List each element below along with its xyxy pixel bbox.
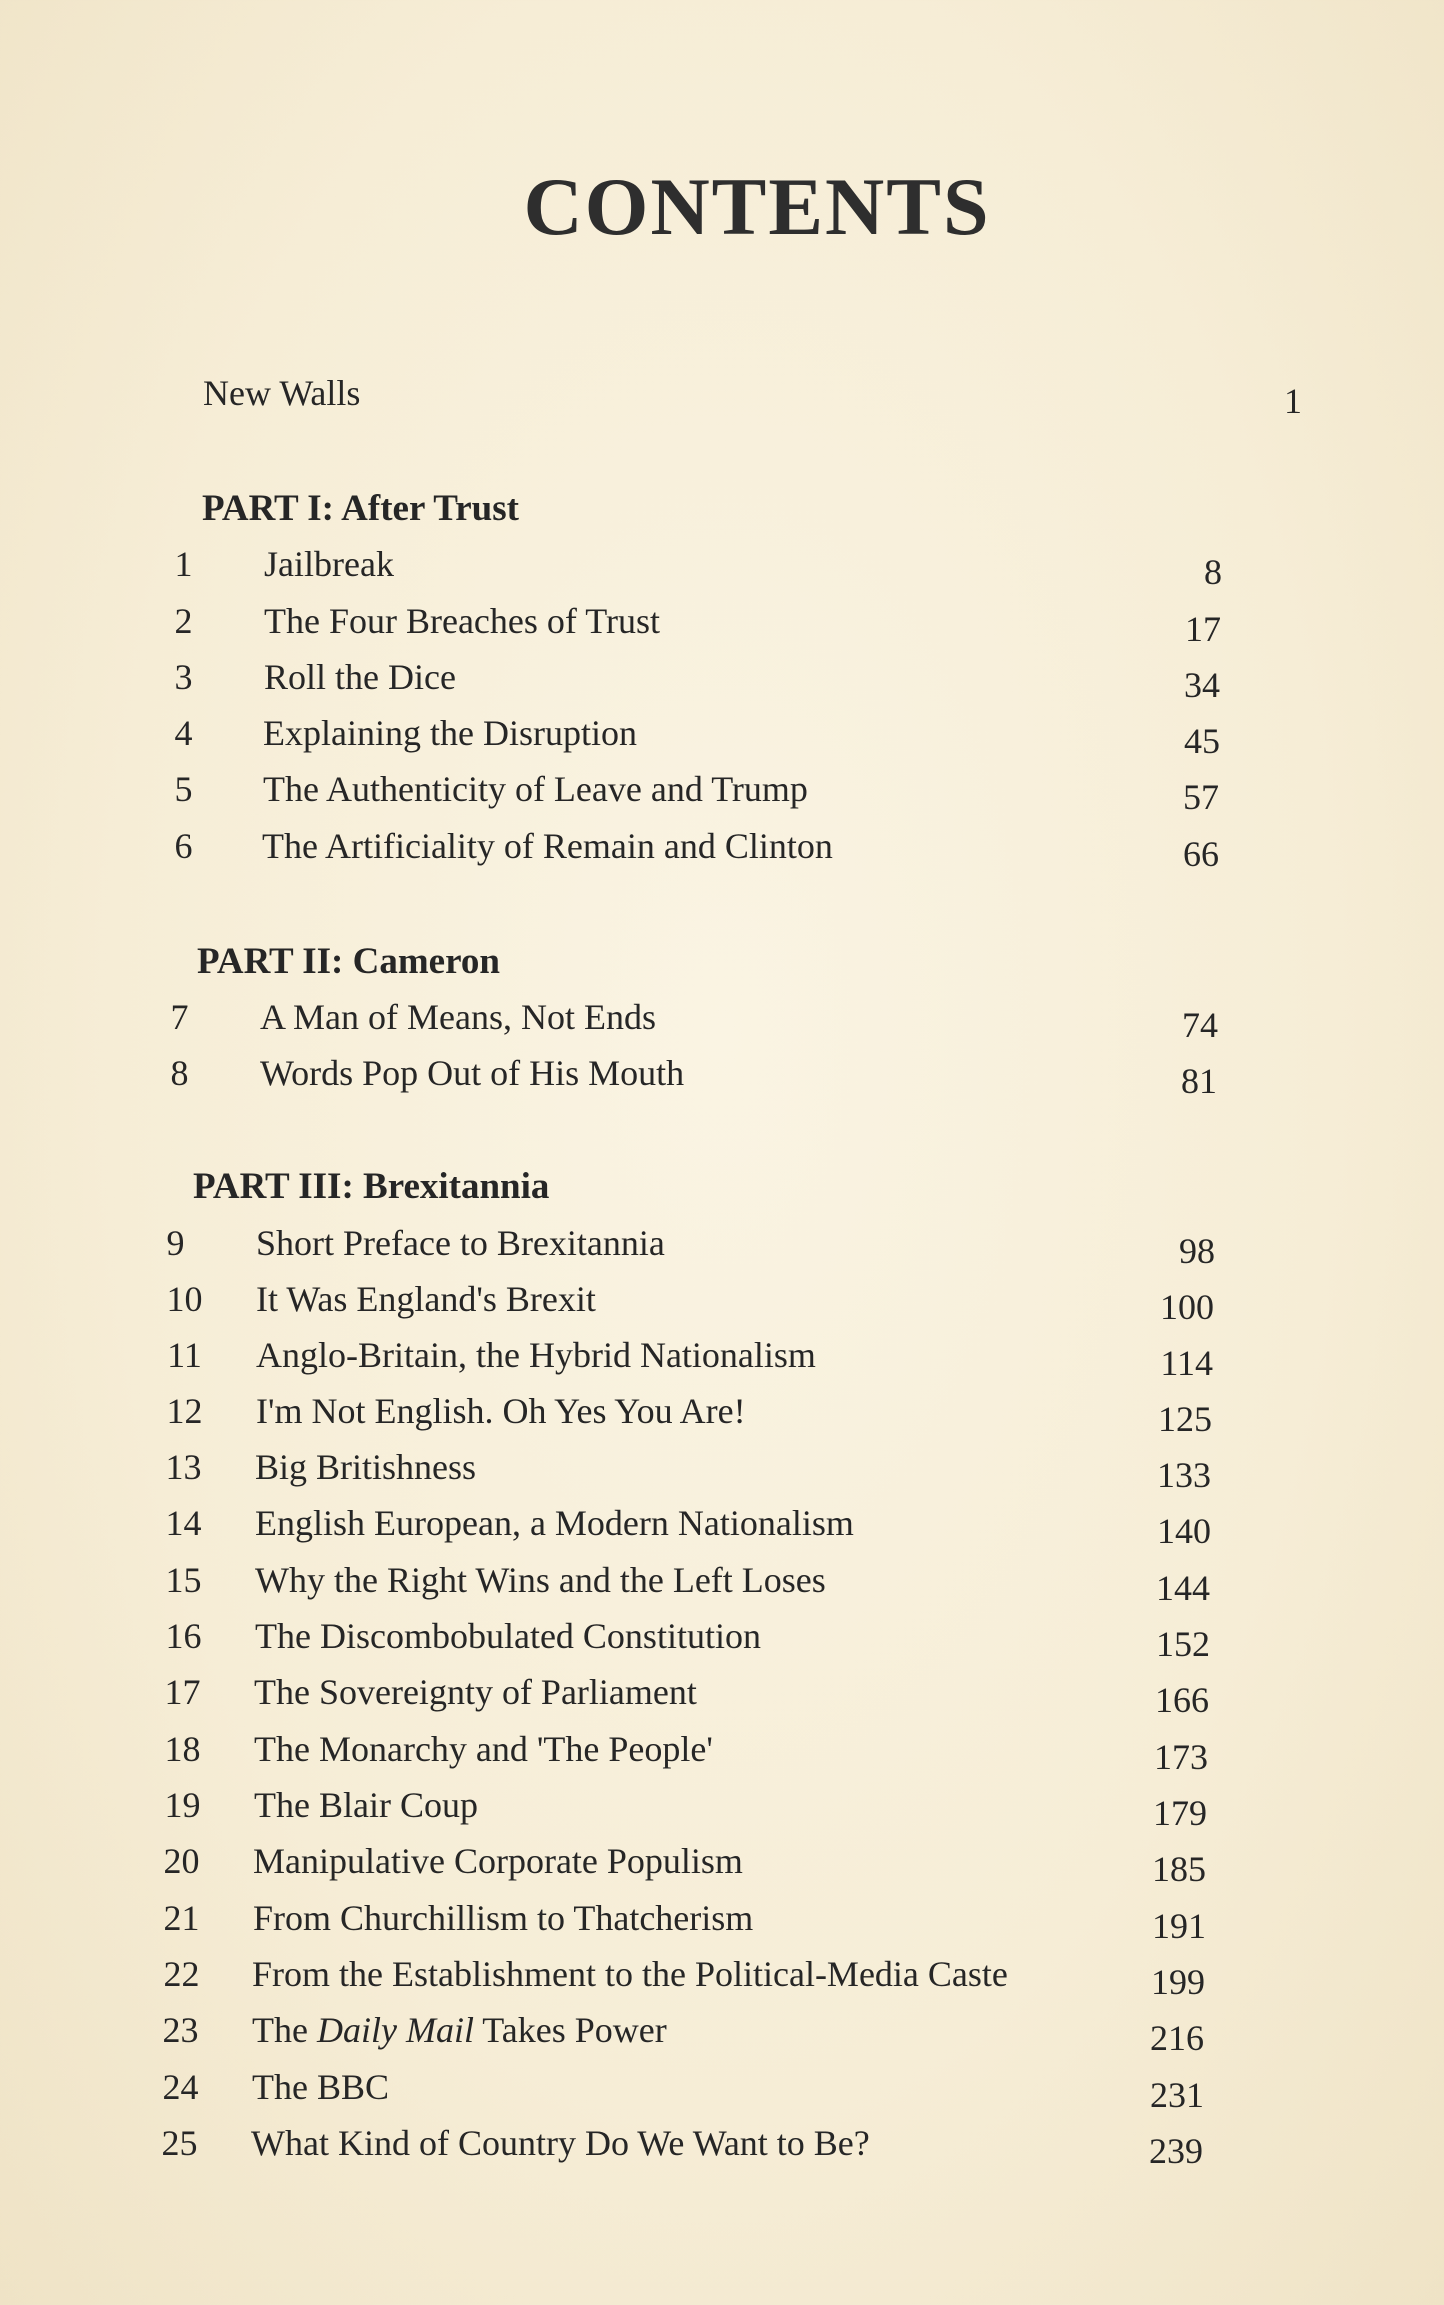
chapter-page-number: 34 bbox=[1184, 665, 1220, 705]
chapter-page-number: 133 bbox=[1157, 1455, 1211, 1495]
chapter-number: 22 bbox=[163, 1954, 200, 1994]
chapter-number: 14 bbox=[165, 1503, 202, 1543]
chapter-page-number: 8 bbox=[1204, 552, 1222, 592]
chapter-page-number: 140 bbox=[1157, 1511, 1211, 1551]
chapter-page-number: 179 bbox=[1153, 1793, 1207, 1833]
chapter-title[interactable]: From the Establishment to the Political-Media Caste bbox=[252, 1954, 1008, 1994]
chapter-number: 10 bbox=[166, 1279, 203, 1319]
chapter-page-number: 216 bbox=[1150, 2018, 1204, 2058]
chapter-page-number: 45 bbox=[1184, 721, 1220, 761]
part-heading: PART II: Cameron bbox=[197, 941, 500, 982]
chapter-page-number: 17 bbox=[1185, 609, 1221, 649]
chapter-title[interactable]: A Man of Means, Not Ends bbox=[260, 997, 656, 1037]
page-title: CONTENTS bbox=[523, 161, 991, 252]
chapter-number: 21 bbox=[163, 1898, 200, 1938]
chapter-title[interactable]: The Four Breaches of Trust bbox=[264, 601, 660, 641]
chapter-number: 7 bbox=[170, 997, 189, 1037]
chapter-number: 15 bbox=[165, 1560, 202, 1600]
chapter-title[interactable]: Roll the Dice bbox=[264, 657, 456, 697]
chapter-title[interactable]: The Blair Coup bbox=[254, 1785, 478, 1825]
chapter-number: 12 bbox=[166, 1391, 203, 1431]
chapter-number: 11 bbox=[167, 1335, 202, 1375]
chapter-page-number: 231 bbox=[1150, 2075, 1204, 2115]
chapter-page-number: 185 bbox=[1152, 1849, 1206, 1889]
chapter-page-number: 114 bbox=[1160, 1343, 1213, 1383]
chapter-title-italic: Daily Mail bbox=[316, 2010, 474, 2050]
chapter-title[interactable]: Anglo-Britain, the Hybrid Nationalism bbox=[256, 1335, 816, 1375]
chapter-title[interactable]: I'm Not English. Oh Yes You Are! bbox=[256, 1391, 746, 1431]
chapter-page-number: 144 bbox=[1156, 1568, 1210, 1608]
intro-label[interactable]: New Walls bbox=[203, 373, 361, 413]
chapter-number: 23 bbox=[162, 2010, 199, 2050]
chapter-page-number: 125 bbox=[1158, 1399, 1212, 1439]
chapter-page-number: 74 bbox=[1182, 1005, 1218, 1045]
chapter-page-number: 100 bbox=[1160, 1287, 1214, 1327]
chapter-page-number: 166 bbox=[1155, 1680, 1209, 1720]
chapter-title[interactable]: What Kind of Country Do We Want to Be? bbox=[251, 2123, 870, 2163]
chapter-number: 1 bbox=[174, 544, 193, 584]
chapter-number: 20 bbox=[163, 1841, 200, 1881]
chapter-title[interactable]: The Discombobulated Constitution bbox=[255, 1616, 761, 1656]
intro-page: 1 bbox=[1284, 381, 1302, 421]
chapter-title[interactable]: The Sovereignty of Parliament bbox=[254, 1672, 697, 1712]
chapter-number: 5 bbox=[174, 769, 193, 809]
chapter-title-part: The bbox=[252, 2010, 317, 2050]
chapter-title[interactable]: From Churchillism to Thatcherism bbox=[253, 1898, 754, 1938]
chapter-number: 2 bbox=[174, 601, 193, 641]
chapter-number: 8 bbox=[170, 1053, 189, 1093]
chapter-number: 6 bbox=[174, 826, 193, 866]
chapter-number: 19 bbox=[164, 1785, 201, 1825]
chapter-number: 17 bbox=[164, 1672, 201, 1712]
chapter-page-number: 66 bbox=[1183, 834, 1219, 874]
chapter-page-number: 239 bbox=[1149, 2131, 1203, 2171]
chapter-title[interactable]: Short Preface to Brexitannia bbox=[256, 1223, 665, 1263]
chapter-page-number: 191 bbox=[1152, 1906, 1206, 1946]
chapter-number: 18 bbox=[164, 1729, 201, 1769]
chapter-title-part: Takes Power bbox=[473, 2010, 667, 2050]
chapter-number: 3 bbox=[174, 657, 193, 697]
chapter-title[interactable]: Words Pop Out of His Mouth bbox=[260, 1053, 685, 1093]
chapter-title[interactable]: The Monarchy and 'The People' bbox=[254, 1729, 713, 1769]
part-heading: PART I: After Trust bbox=[202, 488, 519, 529]
chapter-page-number: 57 bbox=[1183, 777, 1219, 817]
chapter-page-number: 98 bbox=[1179, 1231, 1215, 1271]
chapter-number: 16 bbox=[165, 1616, 202, 1656]
chapter-title[interactable]: The Authenticity of Leave and Trump bbox=[263, 769, 808, 809]
chapter-title[interactable]: Manipulative Corporate Populism bbox=[253, 1841, 743, 1881]
chapter-number: 9 bbox=[166, 1223, 185, 1263]
chapter-title[interactable]: Why the Right Wins and the Left Loses bbox=[255, 1560, 826, 1600]
chapter-number: 4 bbox=[174, 713, 193, 753]
chapter-title[interactable] bbox=[252, 2009, 667, 2051]
chapter-number: 13 bbox=[165, 1447, 202, 1487]
chapter-title[interactable]: The BBC bbox=[252, 2067, 390, 2107]
chapter-title[interactable]: The Artificiality of Remain and Clinton bbox=[262, 826, 833, 866]
chapter-number: 24 bbox=[162, 2067, 199, 2107]
chapter-page-number: 152 bbox=[1156, 1624, 1210, 1664]
chapter-title[interactable]: It Was England's Brexit bbox=[256, 1279, 596, 1319]
chapter-page-number: 81 bbox=[1181, 1061, 1217, 1101]
chapter-page-number: 199 bbox=[1151, 1962, 1205, 2002]
chapter-title[interactable]: Jailbreak bbox=[264, 544, 394, 584]
chapter-title[interactable]: English European, a Modern Nationalism bbox=[255, 1503, 854, 1543]
chapter-page-number: 173 bbox=[1154, 1737, 1208, 1777]
chapter-title[interactable]: Explaining the Disruption bbox=[263, 713, 637, 753]
chapter-number: 25 bbox=[161, 2123, 198, 2163]
part-heading: PART III: Brexitannia bbox=[193, 1166, 550, 1207]
chapter-title[interactable]: Big Britishness bbox=[255, 1447, 477, 1487]
